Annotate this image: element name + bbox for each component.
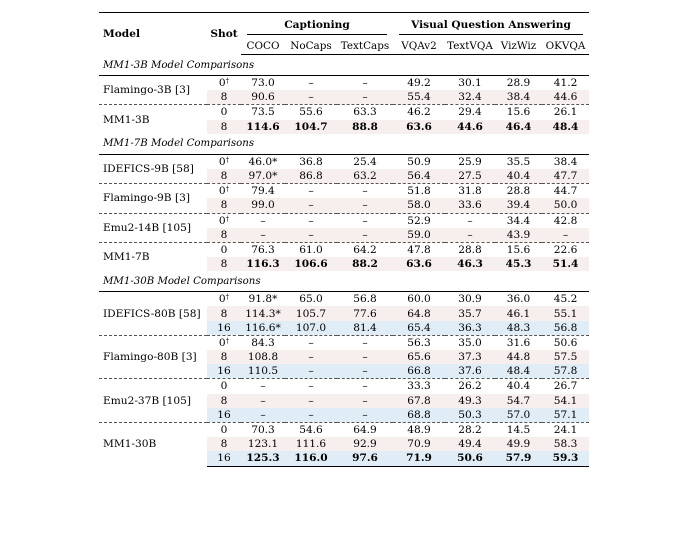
metric-cell-vizwiz: 31.6: [495, 335, 542, 350]
metric-cell-textvqa: 49.3: [445, 394, 495, 408]
shot-cell: [207, 242, 241, 257]
shot-cell: [207, 422, 241, 437]
metric-cell-coco: 114.6: [241, 120, 285, 134]
metric-cell-okvqa: 44.7: [542, 184, 589, 199]
metric-cell-textvqa: 25.9: [458, 155, 482, 168]
column-header-vqav2: VQAv2: [393, 37, 445, 55]
shot-cell: [207, 213, 241, 228]
shot-value: 8: [220, 170, 228, 183]
model-name-cell: MM1-30B: [99, 422, 207, 466]
metric-cell-vizwiz: 14.5: [495, 422, 542, 437]
metric-cell-vizwiz: 28.9: [506, 77, 531, 90]
shot-value: 0: [218, 155, 226, 168]
model-name-cell: Emu2-14B [105]: [99, 213, 207, 242]
metric-cell-okvqa: 26.1: [542, 105, 589, 120]
table-row: [99, 379, 589, 394]
metric-cell-vqav2: 56.3: [393, 335, 445, 350]
metric-cell-textcaps: –: [337, 335, 393, 350]
column-header-coco: COCO: [241, 37, 285, 55]
shot-cell: [207, 292, 241, 307]
section-header-row: [99, 271, 589, 292]
metric-cell-coco: 76.3: [241, 242, 285, 257]
metric-cell-okvqa: 26.7: [542, 379, 589, 394]
metric-cell-nocaps: 61.0: [285, 242, 337, 257]
metric-cell-textvqa: 35.7: [445, 306, 495, 320]
metric-cell-vqav2: 64.8: [393, 306, 445, 320]
metric-cell-coco: 116.6*: [241, 321, 285, 336]
metric-cell-textcaps: 63.3: [337, 105, 393, 120]
shot-column-header: Shot: [207, 13, 241, 55]
table-row: [99, 422, 589, 437]
metric-cell-nocaps: 55.6: [285, 105, 337, 120]
model-name-cell: Flamingo-9B [3]: [99, 184, 207, 213]
metric-cell-textvqa: 30.9: [458, 293, 482, 306]
metric-cell-nocaps: –: [285, 213, 337, 228]
metric-cell-textvqa: 49.4: [445, 437, 495, 451]
metric-cell-coco: 116.3: [241, 257, 285, 271]
metric-cell-vizwiz: 35.5: [506, 155, 531, 168]
header-row-groups: [99, 13, 589, 38]
metric-cell-textvqa: 33.6: [445, 198, 495, 213]
metric-cell-textcaps: 64.2: [337, 242, 393, 257]
shot-value: 0: [220, 380, 228, 393]
metric-cell-vqav2: 47.8: [393, 242, 445, 257]
dagger-mark: †: [225, 185, 230, 194]
metric-cell-vizwiz: 28.8: [495, 184, 542, 199]
results-table-container: [99, 12, 589, 467]
metric-cell-okvqa: 24.1: [542, 422, 589, 437]
metric-cell-vqav2: 56.4: [393, 169, 445, 184]
section-header-row: [99, 55, 589, 76]
metric-cell-okvqa: 54.1: [542, 394, 589, 408]
shot-cell: [207, 335, 241, 350]
metric-cell-coco: –: [241, 394, 285, 408]
metric-cell-okvqa: 57.1: [542, 408, 589, 423]
metric-cell-textvqa: 37.3: [445, 350, 495, 364]
shot-value: 0: [218, 77, 226, 90]
metric-cell-okvqa: 44.6: [542, 90, 589, 105]
metric-cell-coco: 90.6: [241, 90, 285, 105]
dagger-mark: †: [225, 77, 230, 86]
model-name-cell: Flamingo-80B [3]: [99, 335, 207, 379]
metric-cell-vizwiz: 44.8: [495, 350, 542, 364]
shot-cell: [207, 321, 241, 336]
metric-cell-textcaps: 56.8: [353, 293, 377, 306]
metric-cell-textcaps: 25.4: [353, 155, 377, 168]
metric-cell-coco: 114.3*: [241, 306, 285, 320]
metric-cell-vizwiz: 48.3: [495, 321, 542, 336]
shot-value: 8: [220, 394, 228, 407]
section-header-row: [99, 134, 589, 155]
metric-cell-textvqa: 26.2: [445, 379, 495, 394]
metric-cell-nocaps: 86.8: [285, 169, 337, 184]
metric-cell-vqav2: 33.3: [393, 379, 445, 394]
table-row: [99, 105, 589, 120]
metric-cell-textvqa: 36.3: [445, 321, 495, 336]
metric-cell-textvqa: 28.8: [445, 242, 495, 257]
metric-cell-vqav2: 70.9: [393, 437, 445, 451]
metric-cell-textcaps: –: [337, 228, 393, 243]
shot-value: 0: [218, 336, 226, 349]
metric-cell-okvqa: 56.8: [542, 321, 589, 336]
vqa-group-header: Visual Question Answering: [393, 13, 589, 38]
metric-cell-coco: 79.4: [241, 184, 285, 199]
metric-cell-nocaps: –: [285, 394, 337, 408]
table-row: [99, 154, 589, 169]
metric-cell-textvqa: 31.8: [445, 184, 495, 199]
model-name-cell: MM1-3B: [99, 105, 207, 134]
shot-value: 8: [220, 307, 228, 320]
metric-cell-coco: 46.0*: [248, 155, 278, 168]
shot-cell: [207, 76, 241, 91]
metric-cell-nocaps: –: [285, 90, 337, 105]
metric-cell-nocaps: 107.0: [285, 321, 337, 336]
metric-cell-nocaps: –: [285, 198, 337, 213]
shot-cell: [207, 184, 241, 199]
metric-cell-vqav2: 68.8: [393, 408, 445, 423]
metric-cell-coco: 91.8*: [248, 293, 278, 306]
shot-value: 8: [220, 91, 228, 104]
metric-cell-nocaps: –: [285, 335, 337, 350]
metric-cell-nocaps: –: [285, 364, 337, 379]
section-title: MM1-3B Model Comparisons: [99, 55, 589, 76]
shot-value: 0: [218, 185, 226, 198]
column-header-textcaps: TextCaps: [337, 37, 393, 55]
metric-cell-textcaps: –: [337, 90, 393, 105]
shot-value: 0: [218, 293, 226, 306]
metric-cell-vqav2: 50.9: [407, 155, 431, 168]
shot-value: 8: [220, 438, 228, 451]
metric-cell-coco: 108.8: [241, 350, 285, 364]
metric-cell-nocaps: 105.7: [285, 306, 337, 320]
metric-cell-coco: 123.1: [241, 437, 285, 451]
metric-cell-vqav2: 60.0: [407, 293, 431, 306]
metric-cell-textvqa: 29.4: [445, 105, 495, 120]
results-table: [99, 12, 589, 467]
metric-cell-textvqa: 46.3: [445, 257, 495, 271]
metric-cell-textvqa: 35.0: [445, 335, 495, 350]
metric-cell-vizwiz: 48.4: [495, 364, 542, 379]
metric-cell-vizwiz: 38.4: [495, 90, 542, 105]
metric-cell-textcaps: –: [337, 364, 393, 379]
metric-cell-textcaps: –: [362, 77, 368, 90]
metric-cell-okvqa: 57.8: [542, 364, 589, 379]
metric-cell-textcaps: 97.6: [337, 451, 393, 466]
metric-cell-textvqa: 27.5: [445, 169, 495, 184]
metric-cell-vizwiz: 45.3: [495, 257, 542, 271]
metric-cell-nocaps: 106.6: [285, 257, 337, 271]
shot-value: 8: [220, 258, 228, 271]
metric-cell-vizwiz: 15.6: [495, 242, 542, 257]
metric-cell-nocaps: –: [308, 77, 314, 90]
metric-cell-textcaps: –: [337, 184, 393, 199]
metric-cell-vizwiz: 46.1: [495, 306, 542, 320]
shot-cell: [207, 154, 241, 169]
metric-cell-okvqa: 57.5: [542, 350, 589, 364]
metric-cell-textvqa: –: [445, 228, 495, 243]
table-row: [99, 292, 589, 307]
metric-cell-textvqa: 50.3: [445, 408, 495, 423]
metric-cell-okvqa: 45.2: [553, 293, 578, 306]
shot-cell: [207, 257, 241, 271]
model-column-header: Model: [99, 13, 207, 55]
metric-cell-textcaps: 88.2: [337, 257, 393, 271]
metric-cell-nocaps: –: [285, 379, 337, 394]
metric-cell-okvqa: –: [542, 228, 589, 243]
metric-cell-coco: 73.5: [241, 105, 285, 120]
metric-cell-vqav2: 71.9: [393, 451, 445, 466]
metric-cell-coco: 99.0: [241, 198, 285, 213]
metric-cell-coco: –: [241, 228, 285, 243]
metric-cell-vizwiz: 34.4: [495, 213, 542, 228]
metric-cell-okvqa: 50.6: [542, 335, 589, 350]
metric-cell-vizwiz: 57.0: [495, 408, 542, 423]
metric-cell-nocaps: –: [285, 350, 337, 364]
metric-cell-coco: 70.3: [241, 422, 285, 437]
metric-cell-coco: –: [241, 408, 285, 423]
metric-cell-nocaps: 65.0: [299, 293, 323, 306]
metric-cell-vizwiz: 40.4: [495, 169, 542, 184]
column-header-vizwiz: VizWiz: [495, 37, 542, 55]
metric-cell-nocaps: 116.0: [285, 451, 337, 466]
metric-cell-textvqa: 32.4: [445, 90, 495, 105]
shot-cell: [207, 364, 241, 379]
metric-cell-okvqa: 58.3: [542, 437, 589, 451]
shot-cell: [207, 105, 241, 120]
metric-cell-coco: –: [241, 213, 285, 228]
metric-cell-nocaps: 111.6: [285, 437, 337, 451]
metric-cell-okvqa: 59.3: [542, 451, 589, 466]
shot-cell: [207, 120, 241, 134]
metric-cell-vqav2: 46.2: [393, 105, 445, 120]
model-name-cell: MM1-7B: [99, 242, 207, 271]
metric-cell-okvqa: 48.4: [542, 120, 589, 134]
metric-cell-textcaps: –: [337, 408, 393, 423]
metric-cell-vqav2: 51.8: [393, 184, 445, 199]
metric-cell-coco: –: [241, 379, 285, 394]
table-row: [99, 184, 589, 199]
metric-cell-okvqa: 22.6: [542, 242, 589, 257]
metric-cell-vizwiz: 46.4: [495, 120, 542, 134]
metric-cell-nocaps: 36.8: [299, 155, 323, 168]
metric-cell-nocaps: –: [285, 408, 337, 423]
shot-value: 8: [220, 228, 228, 241]
shot-value: 8: [220, 351, 228, 364]
table-row: [99, 335, 589, 350]
metric-cell-vqav2: 65.4: [393, 321, 445, 336]
shot-value: 0: [220, 424, 228, 437]
metric-cell-vizwiz: 36.0: [506, 293, 531, 306]
metric-cell-vqav2: 48.9: [393, 422, 445, 437]
metric-cell-coco: 84.3: [241, 335, 285, 350]
dagger-mark: †: [225, 336, 230, 345]
metric-cell-textcaps: 92.9: [337, 437, 393, 451]
metric-cell-textcaps: –: [337, 379, 393, 394]
metric-cell-okvqa: 42.8: [542, 213, 589, 228]
captioning-group-header: Captioning: [241, 13, 393, 38]
metric-cell-coco: 73.0: [251, 77, 275, 90]
metric-cell-vqav2: 66.8: [393, 364, 445, 379]
shot-value: 16: [217, 408, 231, 421]
metric-cell-textcaps: 64.9: [337, 422, 393, 437]
table-row: [99, 242, 589, 257]
metric-cell-vqav2: 52.9: [393, 213, 445, 228]
metric-cell-textcaps: –: [337, 213, 393, 228]
metric-cell-textcaps: 77.6: [337, 306, 393, 320]
column-header-textvqa: TextVQA: [445, 37, 495, 55]
metric-cell-textcaps: 63.2: [337, 169, 393, 184]
dagger-mark: †: [225, 155, 230, 164]
metric-cell-coco: 125.3: [241, 451, 285, 466]
shot-cell: [207, 90, 241, 105]
metric-cell-vqav2: 58.0: [393, 198, 445, 213]
metric-cell-okvqa: 47.7: [542, 169, 589, 184]
column-header-nocaps: NoCaps: [285, 37, 337, 55]
metric-cell-nocaps: 54.6: [285, 422, 337, 437]
metric-cell-vizwiz: 43.9: [495, 228, 542, 243]
metric-cell-textcaps: –: [337, 350, 393, 364]
shot-cell: [207, 306, 241, 320]
metric-cell-textvqa: 44.6: [445, 120, 495, 134]
model-name-cell: IDEFICS-80B [58]: [103, 307, 201, 320]
metric-cell-textvqa: –: [445, 213, 495, 228]
metric-cell-okvqa: 50.0: [542, 198, 589, 213]
shot-cell: [207, 437, 241, 451]
shot-cell: [207, 169, 241, 184]
shot-value: 16: [217, 321, 231, 334]
metric-cell-okvqa: 51.4: [542, 257, 589, 271]
metric-cell-textcaps: 88.8: [337, 120, 393, 134]
column-header-okvqa: OKVQA: [542, 37, 589, 55]
shot-cell: [207, 408, 241, 423]
metric-cell-vqav2: 63.6: [393, 257, 445, 271]
metric-cell-vqav2: 59.0: [393, 228, 445, 243]
shot-value: 8: [220, 120, 228, 133]
dagger-mark: †: [225, 293, 230, 302]
shot-cell: [207, 350, 241, 364]
metric-cell-coco: 97.0*: [241, 169, 285, 184]
metric-cell-okvqa: 38.4: [553, 155, 578, 168]
metric-cell-vizwiz: 39.4: [495, 198, 542, 213]
shot-cell: [207, 394, 241, 408]
model-name-cell: Flamingo-3B [3]: [103, 84, 190, 97]
metric-cell-textvqa: 37.6: [445, 364, 495, 379]
table-row: [99, 76, 589, 91]
metric-cell-vizwiz: 40.4: [495, 379, 542, 394]
metric-cell-vqav2: 63.6: [393, 120, 445, 134]
metric-cell-textcaps: –: [337, 394, 393, 408]
metric-cell-vqav2: 49.2: [407, 77, 431, 90]
shot-cell: [207, 379, 241, 394]
shot-value: 0: [220, 243, 228, 256]
shot-value: 0: [220, 106, 228, 119]
metric-cell-textvqa: 28.2: [445, 422, 495, 437]
section-title: MM1-7B Model Comparisons: [99, 134, 589, 155]
metric-cell-textvqa: 30.1: [458, 77, 482, 90]
metric-cell-vizwiz: 57.9: [495, 451, 542, 466]
metric-cell-nocaps: 104.7: [285, 120, 337, 134]
dagger-mark: †: [225, 214, 230, 223]
metric-cell-okvqa: 55.1: [542, 306, 589, 320]
metric-cell-vizwiz: 54.7: [495, 394, 542, 408]
metric-cell-vizwiz: 15.6: [495, 105, 542, 120]
shot-value: 16: [217, 452, 231, 465]
model-name-cell: IDEFICS-9B [58]: [103, 162, 194, 175]
metric-cell-vqav2: 67.8: [393, 394, 445, 408]
results-table-body: [99, 55, 589, 467]
table-row: [99, 213, 589, 228]
shot-value: 8: [220, 199, 228, 212]
metric-cell-vizwiz: 49.9: [495, 437, 542, 451]
shot-cell: [207, 198, 241, 213]
metric-cell-textcaps: 81.4: [337, 321, 393, 336]
shot-value: 0: [218, 214, 226, 227]
metric-cell-textcaps: –: [337, 198, 393, 213]
shot-cell: [207, 451, 241, 466]
metric-cell-vqav2: 65.6: [393, 350, 445, 364]
metric-cell-okvqa: 41.2: [553, 77, 578, 90]
model-name-cell: Emu2-37B [105]: [99, 379, 207, 423]
metric-cell-textvqa: 50.6: [445, 451, 495, 466]
metric-cell-vqav2: 55.4: [393, 90, 445, 105]
shot-value: 16: [217, 365, 231, 378]
metric-cell-coco: 110.5: [241, 364, 285, 379]
metric-cell-nocaps: –: [285, 184, 337, 199]
shot-cell: [207, 228, 241, 243]
section-title: MM1-30B Model Comparisons: [99, 271, 589, 292]
metric-cell-nocaps: –: [285, 228, 337, 243]
